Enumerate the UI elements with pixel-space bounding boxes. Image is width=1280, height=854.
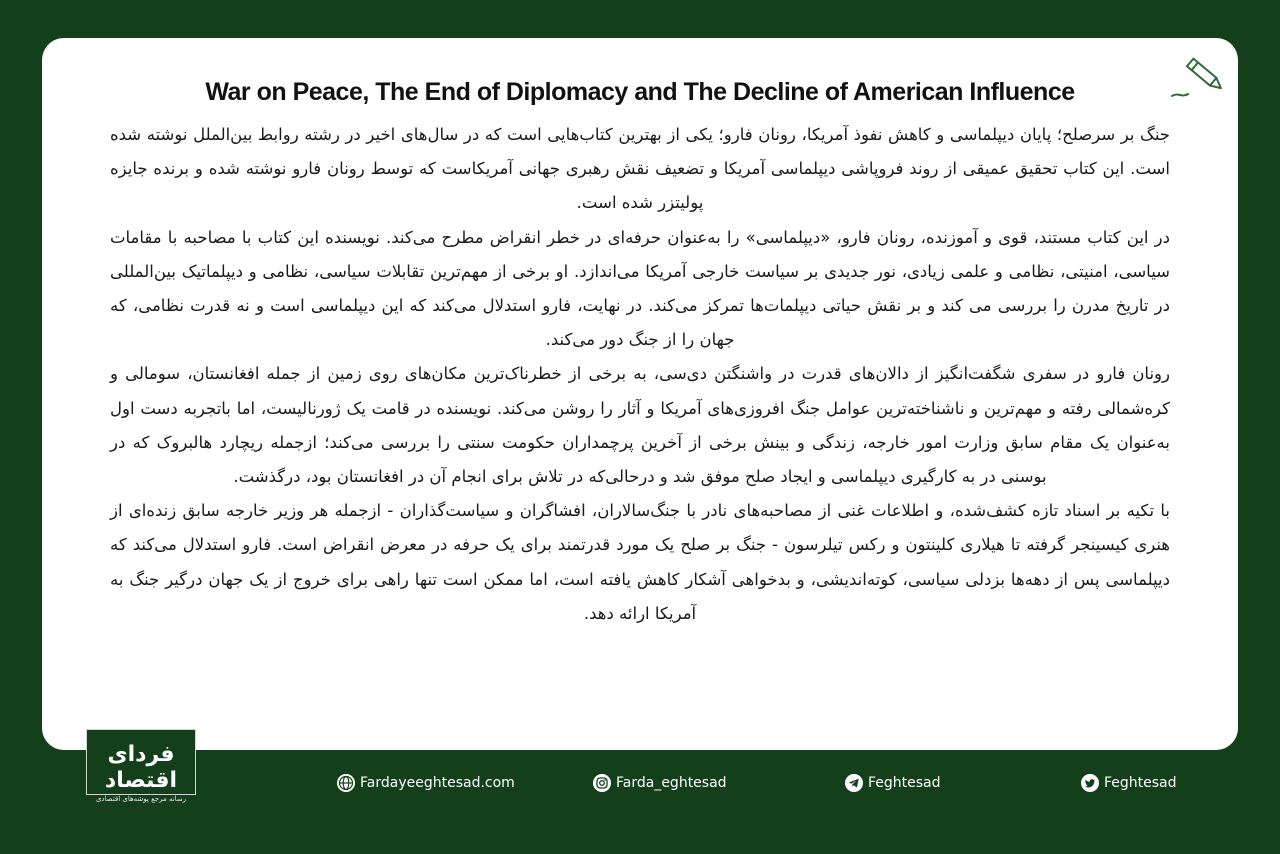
globe-icon bbox=[336, 773, 356, 793]
paragraph: با تکیه بر اسناد تازه کشف‌شده، و اطلاعات غنی از مصاحبه‌های نادر با جنگ‌سالاران، افشاگران و سیاست‌گذاران - ازجمله هر وزیر خارجه سابق زنده‌ای از هنری کیسینجر گرفته تا هیلاری کلینتون و رکس تیلرسون - جنگ بر صلح یک مورد قدرتمند برای یک حرفه در معرض انقراض است. فارو استدلال می‌کند که دیپلماسی پس از دهه‌ها بزدلی سیاسی، کوته‌اندیشی، و بدخواهی آشکار کاهش یافته است، اما ممکن است تنها راهی برای خروج از یک جهان درگیر جنگ به آمریکا ارائه دهد. bbox=[110, 501, 1170, 623]
logo-name: فردای اقتصاد bbox=[104, 742, 178, 793]
telegram-label: Feghtesad bbox=[868, 775, 941, 791]
paragraph: رونان فارو در سفری شگفت‌انگیز از دالان‌های قدرت در واشنگتن دی‌سی، به برخی از خطرناک‌ترین مکان‌های روی زمین از جمله افغانستان، سومالی و کره‌شمالی رفته و مهم‌ترین و ناشناخته‌ترین عوامل جنگ افروزی‌های آمریکا و آثار را روشن می‌کند. نویسنده در قامت یک ژورنالیست، اما باتجربه دست اول به‌عنوان یک مقام سابق وزارت امور خارجه، زندگی و بینش برخی از آخرین پرچمداران حکومت سنتی را بررسی می‌کند؛ ازجمله ریچارد هالبروک که در بوسنی در به کارگیری دیپلماسی و ایجاد صلح موفق شد و درحالی‌که در تلاش برای انجام آن در افغانستان بود، درگذشت. bbox=[110, 364, 1170, 487]
instagram-link[interactable] bbox=[592, 771, 727, 795]
brand-logo bbox=[86, 729, 196, 803]
website-label: Fardayeeghtesad.com bbox=[360, 775, 515, 791]
content-card bbox=[42, 38, 1238, 750]
twitter-link[interactable] bbox=[1080, 771, 1177, 795]
telegram-link[interactable] bbox=[844, 771, 941, 795]
logo-tagline: رسانه مرجع پوشه‌های اقتصادی bbox=[95, 795, 187, 803]
instagram-label: Farda_eghtesad bbox=[616, 775, 727, 791]
twitter-label: Feghtesad bbox=[1104, 775, 1177, 791]
instagram-icon bbox=[592, 773, 612, 793]
article-body bbox=[110, 118, 1170, 631]
twitter-icon bbox=[1080, 773, 1100, 793]
paragraph: جنگ بر سرصلح؛ پایان دیپلماسی و کاهش نفوذ آمریکا، رونان فارو؛ یکی از بهترین کتاب‌هایی است که در سال‌های اخیر در رشته روابط بین‌الملل نوشته شده است. این کتاب تحقیق عمیقی از روند فروپاشی دیپلماسی آمریکا و تضعیف نقش رهبری جهانی آمریکاست که توسط رونان فارو نوشته شده و برنده جایزه پولیتزر شده است. bbox=[110, 125, 1170, 213]
book-title: War on Peace, The End of Diplomacy and The Decline of American Influence bbox=[205, 78, 1075, 106]
paragraph: در این کتاب مستند، قوی و آموزنده، رونان فارو، «دیپلماسی» را به‌عنوان حرفه‌ای در خطر انقراض مطرح می‌کند. نویسنده این کتاب با مصاحبه با مقامات سیاسی، امنیتی، نظامی و علمی زیادی، نور جدیدی بر سیاست خارجی آمریکا می‌اندازد. او برخی از مهم‌ترین تقابلات سیاسی، نظامی و دیپلماتیک بین‌المللی در تاریخ مدرن را بررسی می کند و بر نقش حیاتی دیپلمات‌ها تمرکز می‌کند. در نهایت، فارو استدلال می‌کند که این دیپلماسی است و نه قدرت نظامی، که جهان را از جنگ دور می‌کند. bbox=[110, 227, 1170, 350]
website-link[interactable] bbox=[336, 771, 515, 795]
telegram-icon bbox=[844, 773, 864, 793]
